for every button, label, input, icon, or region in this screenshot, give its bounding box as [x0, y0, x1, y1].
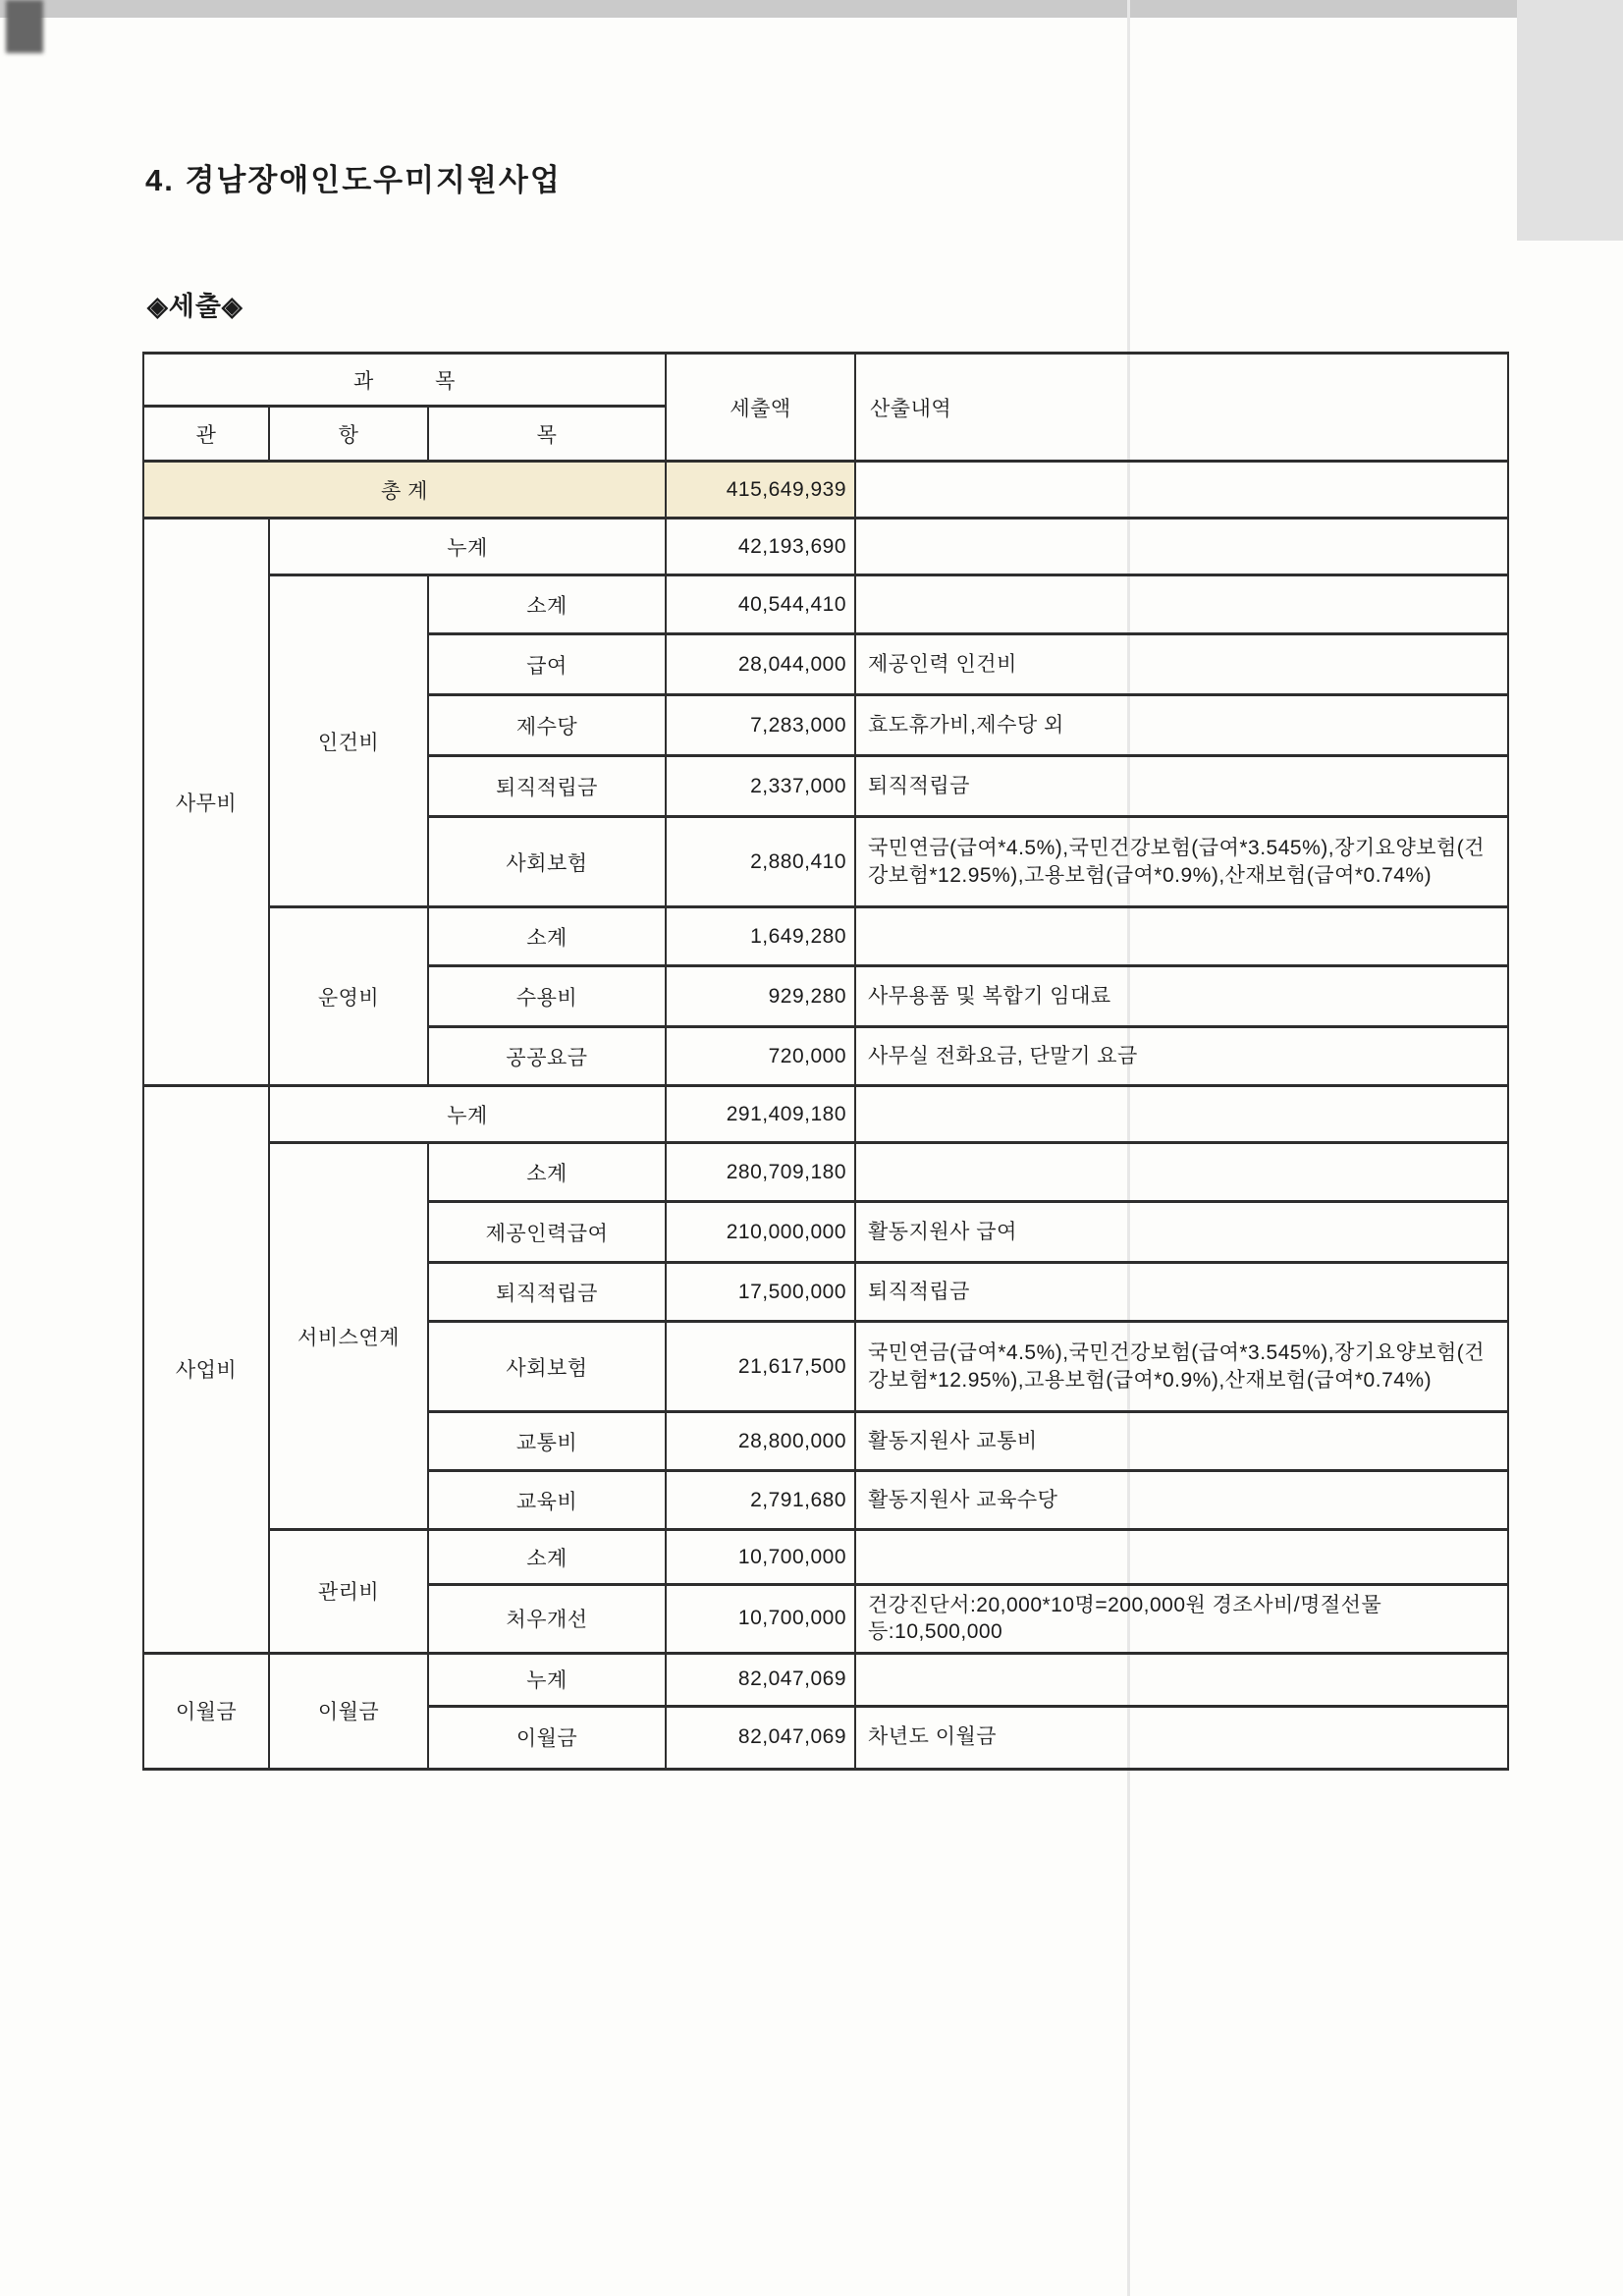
header-amount: 세출액	[666, 354, 855, 462]
cell-mok: 소계	[428, 575, 666, 634]
cell-amount: 17,500,000	[666, 1263, 855, 1322]
cell-amount: 82,047,069	[666, 1706, 855, 1769]
cell-amount: 1,649,280	[666, 907, 855, 966]
cell-amount: 415,649,939	[666, 462, 855, 519]
cell-detail: 퇴직적립금	[855, 756, 1508, 817]
cell-mok: 퇴직적립금	[428, 1263, 666, 1322]
cell-amount: 82,047,069	[666, 1653, 855, 1706]
header-mok: 목	[428, 407, 666, 462]
cell-amount: 2,337,000	[666, 756, 855, 817]
cell-amount: 2,880,410	[666, 817, 855, 907]
cell-detail	[855, 1530, 1508, 1585]
cell-detail	[855, 1653, 1508, 1706]
cell-amount: 280,709,180	[666, 1143, 855, 1202]
cell-detail: 퇴직적립금	[855, 1263, 1508, 1322]
cell-amount: 21,617,500	[666, 1322, 855, 1412]
table-row	[143, 519, 1508, 575]
cell-amount: 929,280	[666, 966, 855, 1027]
cell-amount: 291,409,180	[666, 1086, 855, 1143]
cell-gwan: 이월금	[143, 1653, 269, 1769]
cell-detail	[855, 575, 1508, 634]
cell-mok: 이월금	[428, 1706, 666, 1769]
cell-amount: 40,544,410	[666, 575, 855, 634]
cell-detail: 효도휴가비,제수당 외	[855, 695, 1508, 756]
cell-hang: 운영비	[269, 907, 428, 1086]
cell-mok: 누계	[269, 519, 666, 575]
cell-mok: 공공요금	[428, 1027, 666, 1086]
table-row	[143, 1086, 1508, 1143]
table-row	[143, 1653, 1508, 1706]
cell-gwan: 사무비	[143, 519, 269, 1086]
cell-amount: 7,283,000	[666, 695, 855, 756]
cell-mok: 처우개선	[428, 1585, 666, 1654]
cell-mok: 사회보험	[428, 817, 666, 907]
cell-detail: 사무용품 및 복합기 임대료	[855, 966, 1508, 1027]
scan-artifact-corner-mark	[6, 0, 43, 53]
cell-detail: 국민연금(급여*4.5%),국민건강보험(급여*3.545%),장기요양보험(건강보험*12.95%),고용보험(급여*0.9%),산재보험(급여*0.74%)	[855, 817, 1508, 907]
header-detail: 산출내역	[855, 354, 1508, 462]
cell-detail: 국민연금(급여*4.5%),국민건강보험(급여*3.545%),장기요양보험(건강보험*12.95%),고용보험(급여*0.9%),산재보험(급여*0.74%)	[855, 1322, 1508, 1412]
cell-amount: 210,000,000	[666, 1202, 855, 1263]
cell-detail	[855, 462, 1508, 519]
cell-detail: 활동지원사 급여	[855, 1202, 1508, 1263]
table-row	[143, 907, 1508, 966]
cell-detail: 사무실 전화요금, 단말기 요금	[855, 1027, 1508, 1086]
cell-detail: 활동지원사 교통비	[855, 1412, 1508, 1471]
cell-mok: 사회보험	[428, 1322, 666, 1412]
cell-mok: 급여	[428, 634, 666, 695]
cell-mok: 누계	[428, 1653, 666, 1706]
cell-detail	[855, 907, 1508, 966]
cell-hang: 이월금	[269, 1653, 428, 1769]
cell-hang: 관리비	[269, 1530, 428, 1654]
cell-mok: 제수당	[428, 695, 666, 756]
cell-mok: 퇴직적립금	[428, 756, 666, 817]
table-row	[143, 1143, 1508, 1202]
cell-mok: 교통비	[428, 1412, 666, 1471]
table-row	[143, 1530, 1508, 1585]
cell-hang: 서비스연계	[269, 1143, 428, 1530]
page-title: 4. 경남장애인도우미지원사업	[145, 163, 562, 197]
cell-detail: 활동지원사 교육수당	[855, 1471, 1508, 1530]
cell-amount: 28,800,000	[666, 1412, 855, 1471]
cell-mok: 누계	[269, 1086, 666, 1143]
scan-artifact-right-band	[1517, 0, 1623, 241]
cell-detail	[855, 519, 1508, 575]
header-gwan: 관	[143, 407, 269, 462]
table-header-row-1	[143, 354, 1508, 407]
cell-total-label: 총 계	[143, 462, 666, 519]
expenditure-table	[142, 352, 1509, 1771]
cell-amount: 2,791,680	[666, 1471, 855, 1530]
header-hang: 항	[269, 407, 428, 462]
table-row-grand-total	[143, 462, 1508, 519]
cell-mok: 소계	[428, 1530, 666, 1585]
cell-mok: 수용비	[428, 966, 666, 1027]
header-subject: 과 목	[143, 354, 666, 407]
cell-mok: 제공인력급여	[428, 1202, 666, 1263]
cell-amount: 720,000	[666, 1027, 855, 1086]
cell-mok: 소계	[428, 1143, 666, 1202]
cell-amount: 10,700,000	[666, 1530, 855, 1585]
cell-detail	[855, 1086, 1508, 1143]
cell-detail: 제공인력 인건비	[855, 634, 1508, 695]
scan-artifact-top-band	[0, 0, 1623, 18]
cell-amount: 28,044,000	[666, 634, 855, 695]
cell-detail	[855, 1143, 1508, 1202]
cell-detail: 차년도 이월금	[855, 1706, 1508, 1769]
cell-amount: 42,193,690	[666, 519, 855, 575]
cell-mok: 교육비	[428, 1471, 666, 1530]
cell-gwan: 사업비	[143, 1086, 269, 1654]
section-heading-expenditure: ◈세출◈	[147, 292, 243, 321]
cell-amount: 10,700,000	[666, 1585, 855, 1654]
cell-detail: 건강진단서:20,000*10명=200,000원 경조사비/명절선물 등:10,500,000	[855, 1585, 1508, 1654]
cell-hang: 인건비	[269, 575, 428, 907]
cell-mok: 소계	[428, 907, 666, 966]
table-row	[143, 575, 1508, 634]
